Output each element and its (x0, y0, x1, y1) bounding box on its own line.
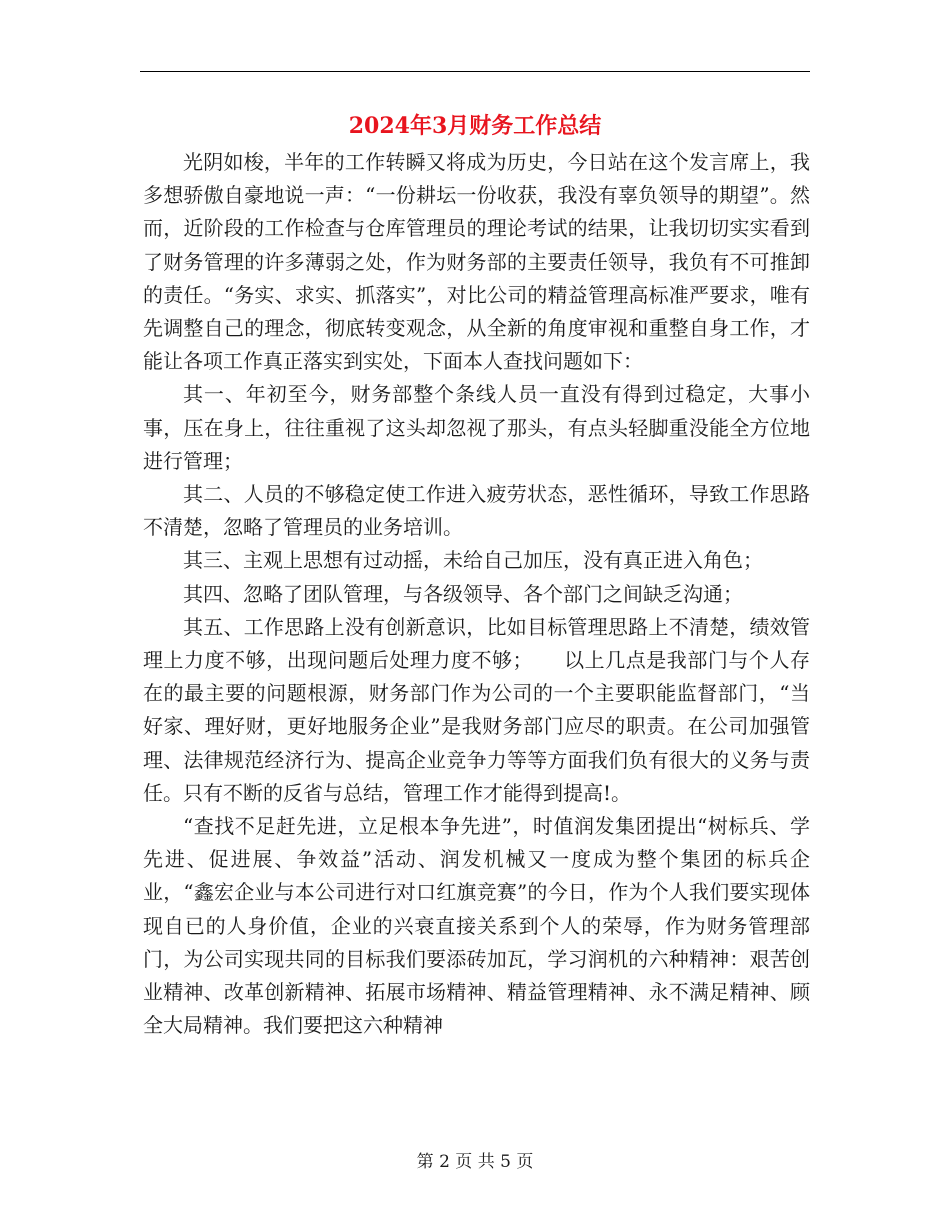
paragraph-issue-4: 其四、忽略了团队管理，与各级领导、各个部门之间缺乏沟通； (183, 581, 743, 606)
paragraph-issue-5: 其五、工作思路上没有创新意识，比如目标管理思路上不清楚，绩效管理上力度不够，出现问题后处理力度不够； 以上几点是我部门与个人存在的最主要的问题根源，财务部门作为公司的一个主要职能监督部门，“当好家、理好财，更好地服务企业”是我财务部门应尽的职责。在公司加强管理、法律规范经济行为、提高企业竞争力等等方面我们负有很大的义务与责任。只有不断的反省与总结，管理工作才能得到提高!。 (143, 614, 810, 805)
document-body (143, 146, 810, 1042)
paragraph-issue-1: 其一、年初至今，财务部整个条线人员一直没有得到过稳定，大事小事，压在身上，往往重视了这头却忽视了那头，有点头轻脚重没能全方位地进行管理； (143, 382, 810, 473)
document-title: 2024年3月财务工作总结 (348, 113, 602, 139)
paragraph-issue-3: 其三、主观上思想有过动摇，未给自己加压，没有真正进入角色； (183, 548, 763, 573)
page-number-footer: 第 2 页 共 5 页 (416, 1152, 534, 1172)
paragraph-issue-2: 其二、人员的不够稳定使工作进入疲劳状态，恶性循环，导致工作思路不清楚，忽略了管理员的业务培训。 (143, 482, 810, 540)
paragraph-spirit: “查找不足赶先进，立足根本争先进”，时值润发集团提出“树标兵、学先进、促进展、争效益”活动、润发机械又一度成为整个集团的标兵企业，“鑫宏企业与本公司进行对口红旗竞赛”的今日，作为个人我们要实现体现自已的人身价值，企业的兴衰直接关系到个人的荣辱，作为财务管理部门，为公司实现共同的目标我们要添砖加瓦，学习润机的六种精神：艰苦创业精神、改革创新精神、拓展市场精神、精益管理精神、永不满足精神、顾全大局精神。我们要把这六种精神 (143, 814, 810, 1038)
header-rule (140, 71, 810, 72)
paragraph-intro: 光阴如梭，半年的工作转瞬又将成为历史，今日站在这个发言席上，我多想骄傲自豪地说一声：“一份耕坛一份收获，我没有辜负领导的期望”。然而，近阶段的工作检查与仓库管理员的理论考试的结果，让我切切实实看到了财务管理的许多薄弱之处，作为财务部的主要责任领导，我负有不可推卸的责任。“务实、求实、抓落实”，对比公司的精益管理高标准严要求，唯有先调整自己的理念，彻底转变观念，从全新的角度审视和重整自身工作，才能让各项工作真正落实到实处，下面本人查找问题如下： (143, 150, 810, 374)
